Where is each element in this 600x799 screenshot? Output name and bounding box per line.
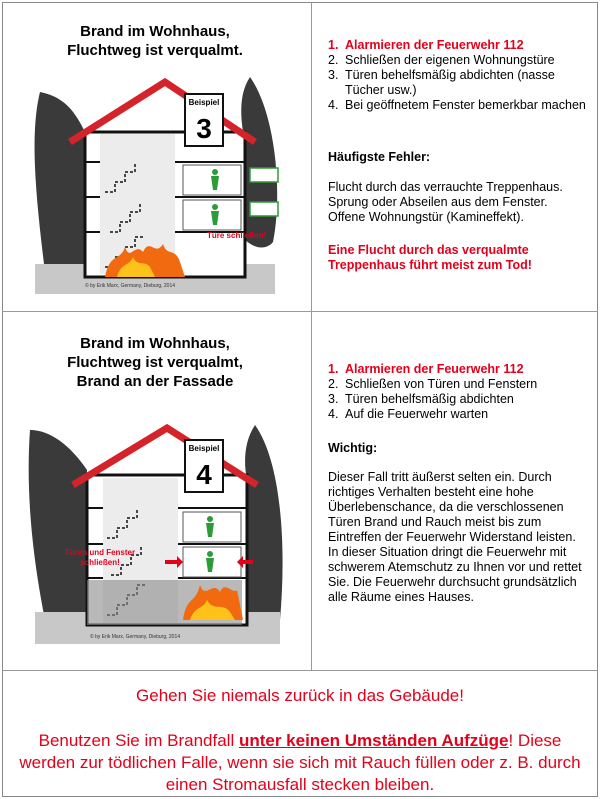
panel2-steps: 1. Alarmieren der Feuerwehr 112 2. Schließen von Türen und Fenstern 3. Türen behelfsmäßig abdichten 4. Auf die Feuerwehr warten bbox=[328, 362, 538, 421]
smoke-cloud bbox=[29, 430, 87, 620]
panel2-heading: Wichtig: bbox=[328, 441, 378, 455]
panel1-title: Brand im Wohnhaus, Fluchtweg ist verqualmt. bbox=[67, 23, 243, 59]
column-divider bbox=[311, 2, 312, 670]
door-note: Türe schließen! bbox=[207, 231, 267, 240]
panel1-errors: Flucht durch das verrauchte Treppenhaus. Sprung oder Abseilen aus dem Fenster. Offene Wohnungstür (Kamineffekt). bbox=[328, 180, 563, 224]
example-number: 3 bbox=[196, 113, 212, 144]
smoke-cloud-right bbox=[241, 77, 277, 247]
row-divider-1 bbox=[2, 311, 598, 312]
footer-line1: Gehen Sie niemals zurück in das Gebäude! bbox=[136, 686, 464, 705]
panel1-warning: Eine Flucht durch das verqualmte Treppenhaus führt meist zum Tod! bbox=[328, 243, 532, 272]
copyright: © by Erik Marx, Germany, Dieburg, 2014 bbox=[85, 283, 176, 289]
smoke-cloud bbox=[35, 92, 85, 272]
example-label: Beispiel bbox=[188, 444, 220, 453]
panel1-steps: 1. Alarmieren der Feuerwehr 112 2. Schließen der eigenen Wohnungstüre 3. Türen behelfsmäßig abdichten (nasse Tücher usw.) 4. Bei geöffnetem Fenster bemerkbar machen bbox=[328, 38, 586, 112]
exit-sign bbox=[250, 202, 278, 216]
example-number: 4 bbox=[196, 459, 212, 490]
panel1-heading: Häufigste Fehler: bbox=[328, 150, 431, 164]
copyright: © by Erik Marx, Germany, Dieburg, 2014 bbox=[90, 634, 181, 640]
door-note-line1: Türen und Fenster bbox=[64, 548, 136, 557]
panel2-title: Brand im Wohnhaus, Fluchtweg ist verqualmt, Brand an der Fassade bbox=[67, 335, 243, 390]
door-note-line2: schließen! bbox=[80, 558, 120, 567]
footer-line2: Benutzen Sie im Brandfall unter keinen Umständen Aufzüge! Diese werden zur tödlichen Falle, wenn sie sich mit Rauch füllen oder z. B. durch einen Stromausfall stecken bleiben. bbox=[19, 731, 581, 794]
row-divider-2 bbox=[2, 670, 598, 671]
panel1-illustration bbox=[25, 72, 285, 300]
example-label: Beispiel bbox=[188, 98, 220, 107]
panel2-body: Dieser Fall tritt äußerst selten ein. Durch richtiges Verhalten besteht eine hohe Überlebenschance, da die verschlossenen Türen Brand und Rauch meist bis zum Eintreffen der Feuerwehr Widerstand leisten. In dieser Situation dringt die Feuerwehr mit schwerem Atemschutz zu Ihnen vor und rettet Sie. Die Feuerwehr durchsucht grundsätzlich alle Räume eines Hauses. bbox=[328, 470, 582, 604]
panel2-illustration bbox=[25, 420, 287, 652]
smoke-cloud-right bbox=[245, 425, 282, 620]
exit-sign bbox=[250, 168, 278, 182]
